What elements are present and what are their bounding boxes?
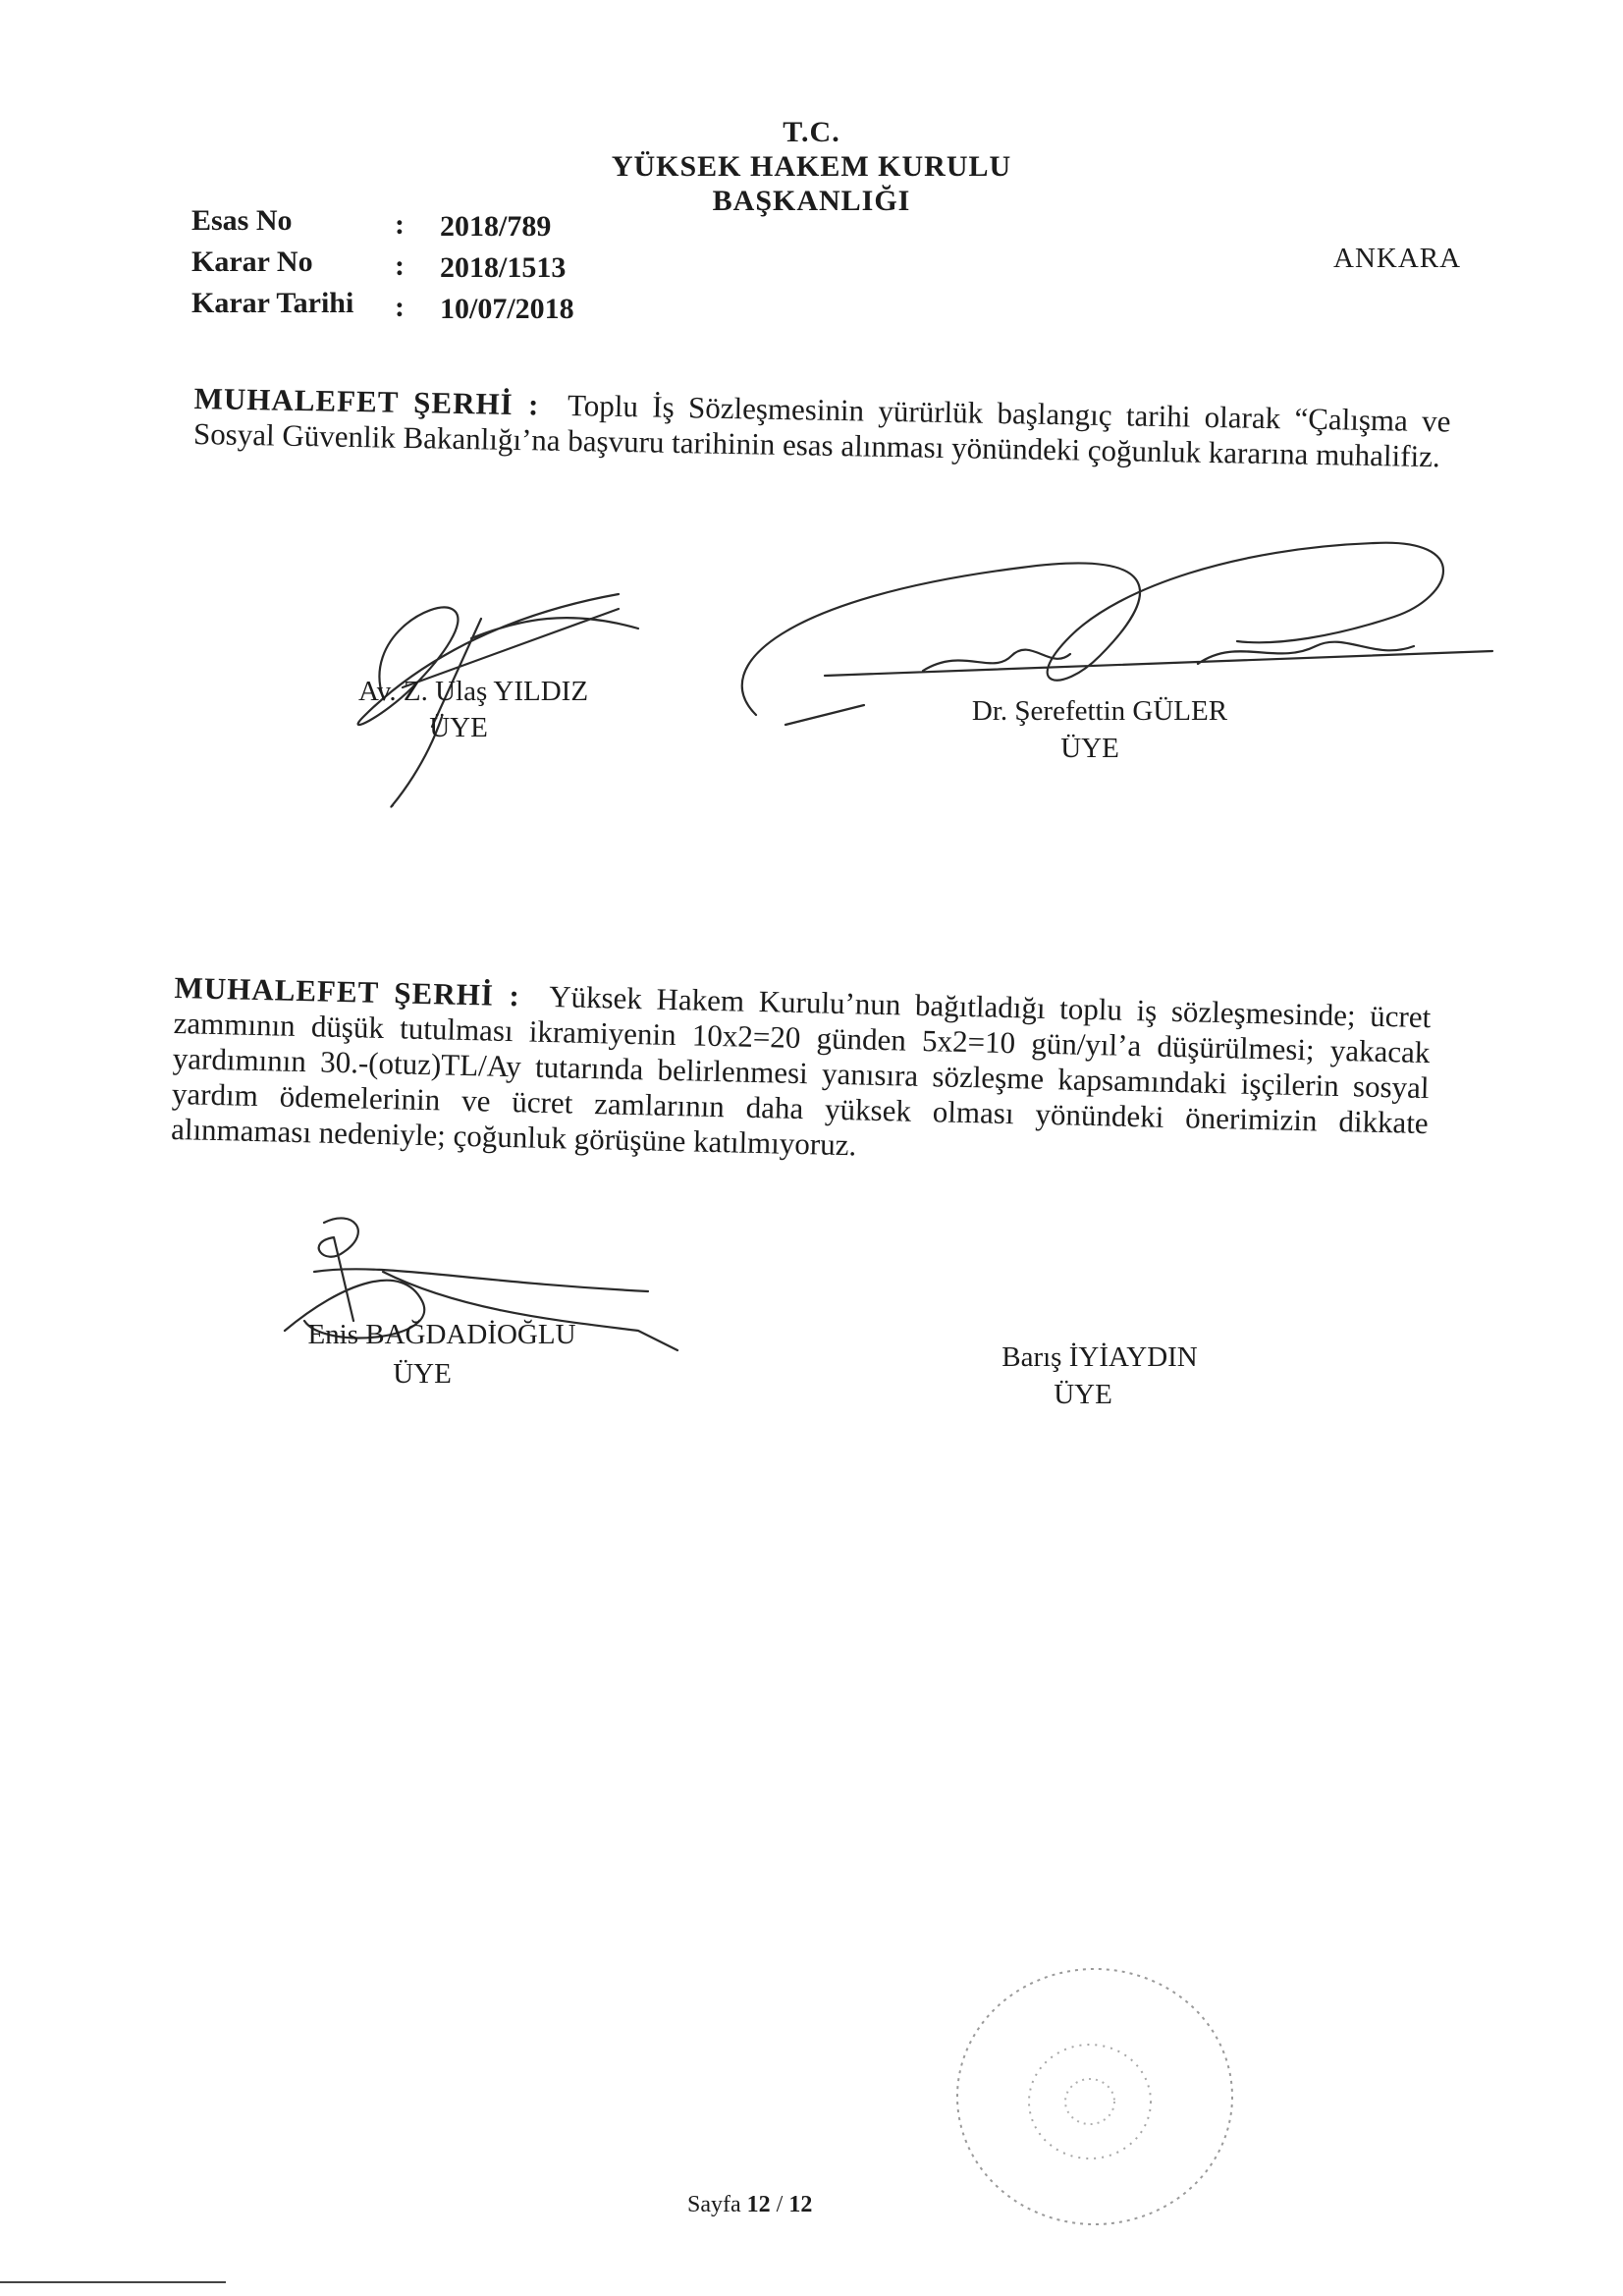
signatory-iyiaydin-role: ÜYE [1054,1379,1112,1410]
karar-no-value: 2018/1513 [440,251,567,284]
karar-no-colon: : [395,249,405,282]
scan-edge-line [0,2281,226,2283]
karar-tarihi-colon: : [395,291,405,323]
karar-tarihi-label: Karar Tarihi [191,287,354,319]
page-total: 12 [788,2192,813,2217]
dissent-heading-1: MUHALEFET ŞERHİ : [193,381,540,422]
karar-tarihi-value: 10/07/2018 [440,293,574,325]
city: ANKARA [1333,243,1462,274]
dissent-heading-2: MUHALEFET ŞERHİ : [174,970,521,1013]
page-number: 12 [746,2192,771,2217]
esas-no-colon: : [395,208,405,241]
esas-no-label: Esas No [191,204,293,237]
signatory-bagdadioglu-role: ÜYE [393,1358,452,1390]
signatory-yildiz-role: ÜYE [429,712,488,743]
dissent-note-2 [171,970,1432,1176]
dissent-note-1 [193,381,1451,474]
official-stamp [943,1954,1247,2239]
karar-no-label: Karar No [191,246,313,278]
header-tc: T.C. [783,116,840,148]
header-presidency: BAŞKANLIĞI [712,185,911,217]
signatory-guler-role: ÜYE [1060,733,1119,764]
page-separator: / [776,2192,784,2217]
dissent-text-1: Toplu İş Sözleşmesinin yürürlük başlangıç tarihi olarak “Çalışma ve Sosyal Güvenlik Bakanlığı’na başvuru tarihinin esas alınması yönündeki çoğunluk kararına muhalifiz. [192,387,1451,474]
signatory-guler-name: Dr. Şerefettin GÜLER [971,695,1228,727]
page-footer [687,2192,812,2218]
signatory-bagdadioglu-name: Enis BAĞDADİOĞLU [307,1319,576,1350]
header-institution: YÜKSEK HAKEM KURULU [611,150,1012,183]
esas-no-value: 2018/789 [440,210,552,243]
dissent-text-2: Yüksek Hakem Kurulu’nun bağıtladığı toplu iş sözleşmesinde; ücret zammının düşük tutulması ikramiyenin 10x2=20 günden 5x2=10 gün/yıl’a düşürülmesi; yakacak yardımının 30.-(otuz)TL/Ay tutarında belirlenmesi yanısıra sözleşme kapsamındaki işçilerin sosyal yardım ödemelerinin ve ücret zamlarının daha yüksek olması yönündeki önerimizin dikkate alınmaması nedeniyle; çoğunluk görüşüne katılmıyoruz. [170,978,1432,1163]
page-label: Sayfa [687,2192,741,2217]
signatory-iyiaydin-name: Barış İYİAYDIN [1001,1341,1198,1373]
signatory-yildiz-name: Av. Z. Ulaş YILDIZ [357,676,589,707]
